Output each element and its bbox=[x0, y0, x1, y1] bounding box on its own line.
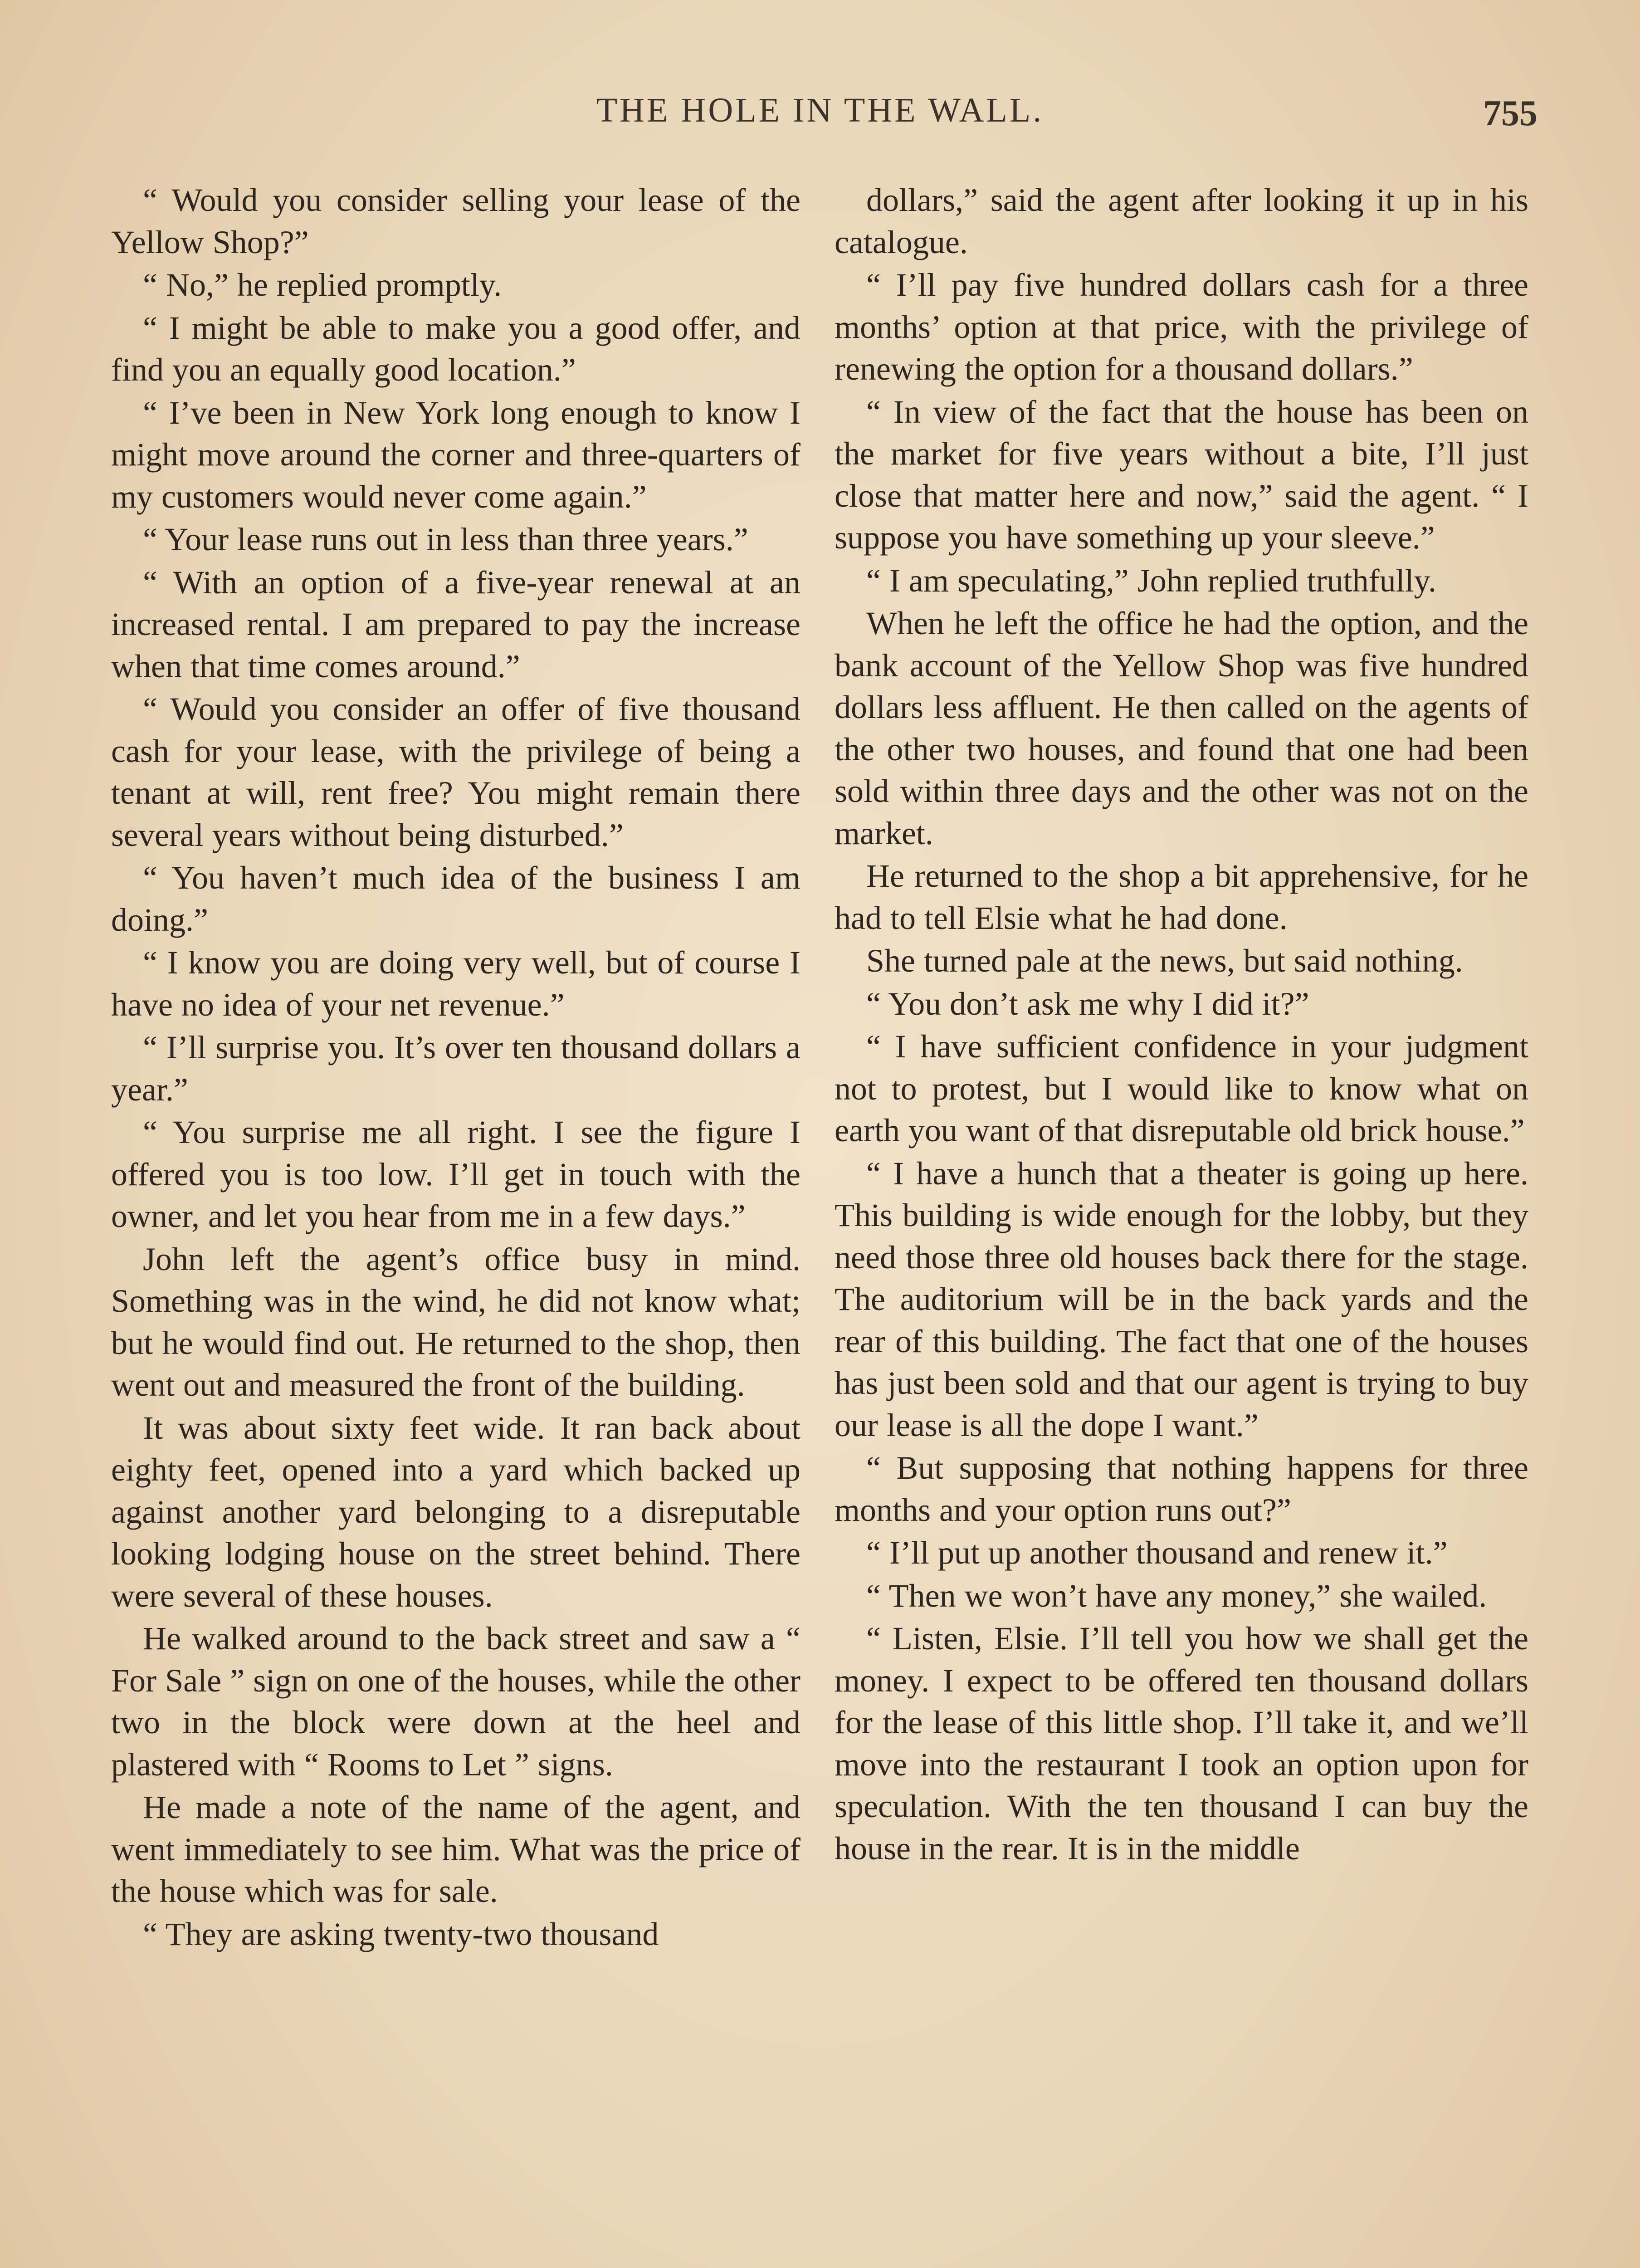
paragraph: “ I’ve been in New York long enough to know I might move around the corner and three-quarters of my customers would never come again.” bbox=[111, 394, 800, 515]
right-column bbox=[835, 179, 1528, 1870]
paragraph: When he left the office he had the option, and the bank account of the Yellow Shop was five hundred dollars less affluent. He then called on the agents of the other two houses, and found that one had been sold within three days and the other was not on the market. bbox=[835, 605, 1528, 851]
paragraph: “ I’ll surprise you. It’s over ten thousand dollars a year.” bbox=[111, 1029, 800, 1108]
paragraph: “ Would you consider selling your lease of the Yellow Shop?” bbox=[111, 182, 800, 260]
page-number: 755 bbox=[1483, 93, 1538, 133]
paragraph: “ I have a hunch that a theater is going up here. This building is wide enough for the lobby, but they need those three old houses back there for the stage. The auditorium will be in the back yards and the rear of this building. The fact that one of the houses has just been sold and that our agent is trying to buy our lease is all the dope I want.” bbox=[835, 1155, 1528, 1443]
paragraph: “ I am speculating,” John replied truthfully. bbox=[866, 562, 1436, 599]
paragraph: “ In view of the fact that the house has been on the market for five years without a bite, I’ll just close that matter here and now,” said the agent. “ I suppose you have something up your sleeve.” bbox=[835, 393, 1528, 556]
paragraph: dollars,” said the agent after looking it up in his catalogue. bbox=[835, 182, 1528, 260]
paragraph: “ You don’t ask me why I did it?” bbox=[866, 985, 1309, 1022]
paragraph: She turned pale at the news, but said nothing. bbox=[866, 943, 1463, 979]
paragraph: “ I know you are doing very well, but of course I have no idea of your net revenue.” bbox=[111, 944, 800, 1023]
paragraph: “ Your lease runs out in less than three years.” bbox=[143, 521, 748, 557]
paragraph: He returned to the shop a bit apprehensive, for he had to tell Elsie what he had done. bbox=[835, 858, 1528, 936]
paragraph: “ I have sufficient confidence in your judgment not to protest, but I would like to know what on earth you want of that disreputable old brick house.” bbox=[835, 1028, 1528, 1149]
paragraph: “ Then we won’t have any money,” she wailed. bbox=[866, 1577, 1487, 1614]
paragraph: “ You haven’t much idea of the business I am doing.” bbox=[111, 860, 800, 938]
paragraph: “ No,” he replied promptly. bbox=[143, 267, 502, 303]
paragraph: “ You surprise me all right. I see the figure I offered you is too low. I’ll get in touch with the owner, and let you hear from me in a few days.” bbox=[111, 1114, 800, 1234]
paragraph: “ Would you consider an offer of five thousand cash for your lease, with the privilege of being a tenant at will, rent free? You might remain there several years without being disturbed.” bbox=[111, 691, 800, 853]
paragraph: “ I might be able to make you a good offer, and find you an equally good location.” bbox=[111, 309, 800, 388]
paragraph: “ Listen, Elsie. I’ll tell you how we shall get the money. I expect to be offered ten thousand dollars for the lease of this little shop. I’ll take it, and we’ll move into the restaurant I took an option upon for speculation. With the ten thousand I can buy the house in the rear. It is in the middle bbox=[835, 1620, 1528, 1867]
paragraph: “ I’ll put up another thousand and renew it.” bbox=[866, 1535, 1448, 1571]
paragraph: “ But supposing that nothing happens for three months and your option runs out?” bbox=[835, 1450, 1528, 1528]
paragraph: It was about sixty feet wide. It ran back about eighty feet, opened into a yard which backed up against another yard belonging to a disreputable looking lodging house on the street behind. There were several of these houses. bbox=[111, 1409, 800, 1614]
running-header-title: THE HOLE IN THE WALL. bbox=[596, 91, 1044, 129]
left-column bbox=[111, 179, 800, 1956]
paragraph: He made a note of the name of the agent, and went immediately to see him. What was the price of the house which was for sale. bbox=[111, 1789, 800, 1909]
paragraph: “ I’ll pay five hundred dollars cash for a three months’ option at that price, with the privilege of renewing the option for a thousand dollars.” bbox=[835, 267, 1528, 387]
paragraph: “ With an option of a five-year renewal at an increased rental. I am prepared to pay the increase when that time comes around.” bbox=[111, 564, 800, 684]
paragraph: “ They are asking twenty-two thousand bbox=[143, 1916, 659, 1952]
paragraph: He walked around to the back street and saw a “ For Sale ” sign on one of the houses, while the other two in the block were down at the heel and plastered with “ Rooms to Let ” signs. bbox=[111, 1620, 800, 1783]
paragraph: John left the agent’s office busy in mind. Something was in the wind, he did not know what; but he would find out. He returned to the shop, then went out and measured the front of the building. bbox=[111, 1241, 800, 1403]
